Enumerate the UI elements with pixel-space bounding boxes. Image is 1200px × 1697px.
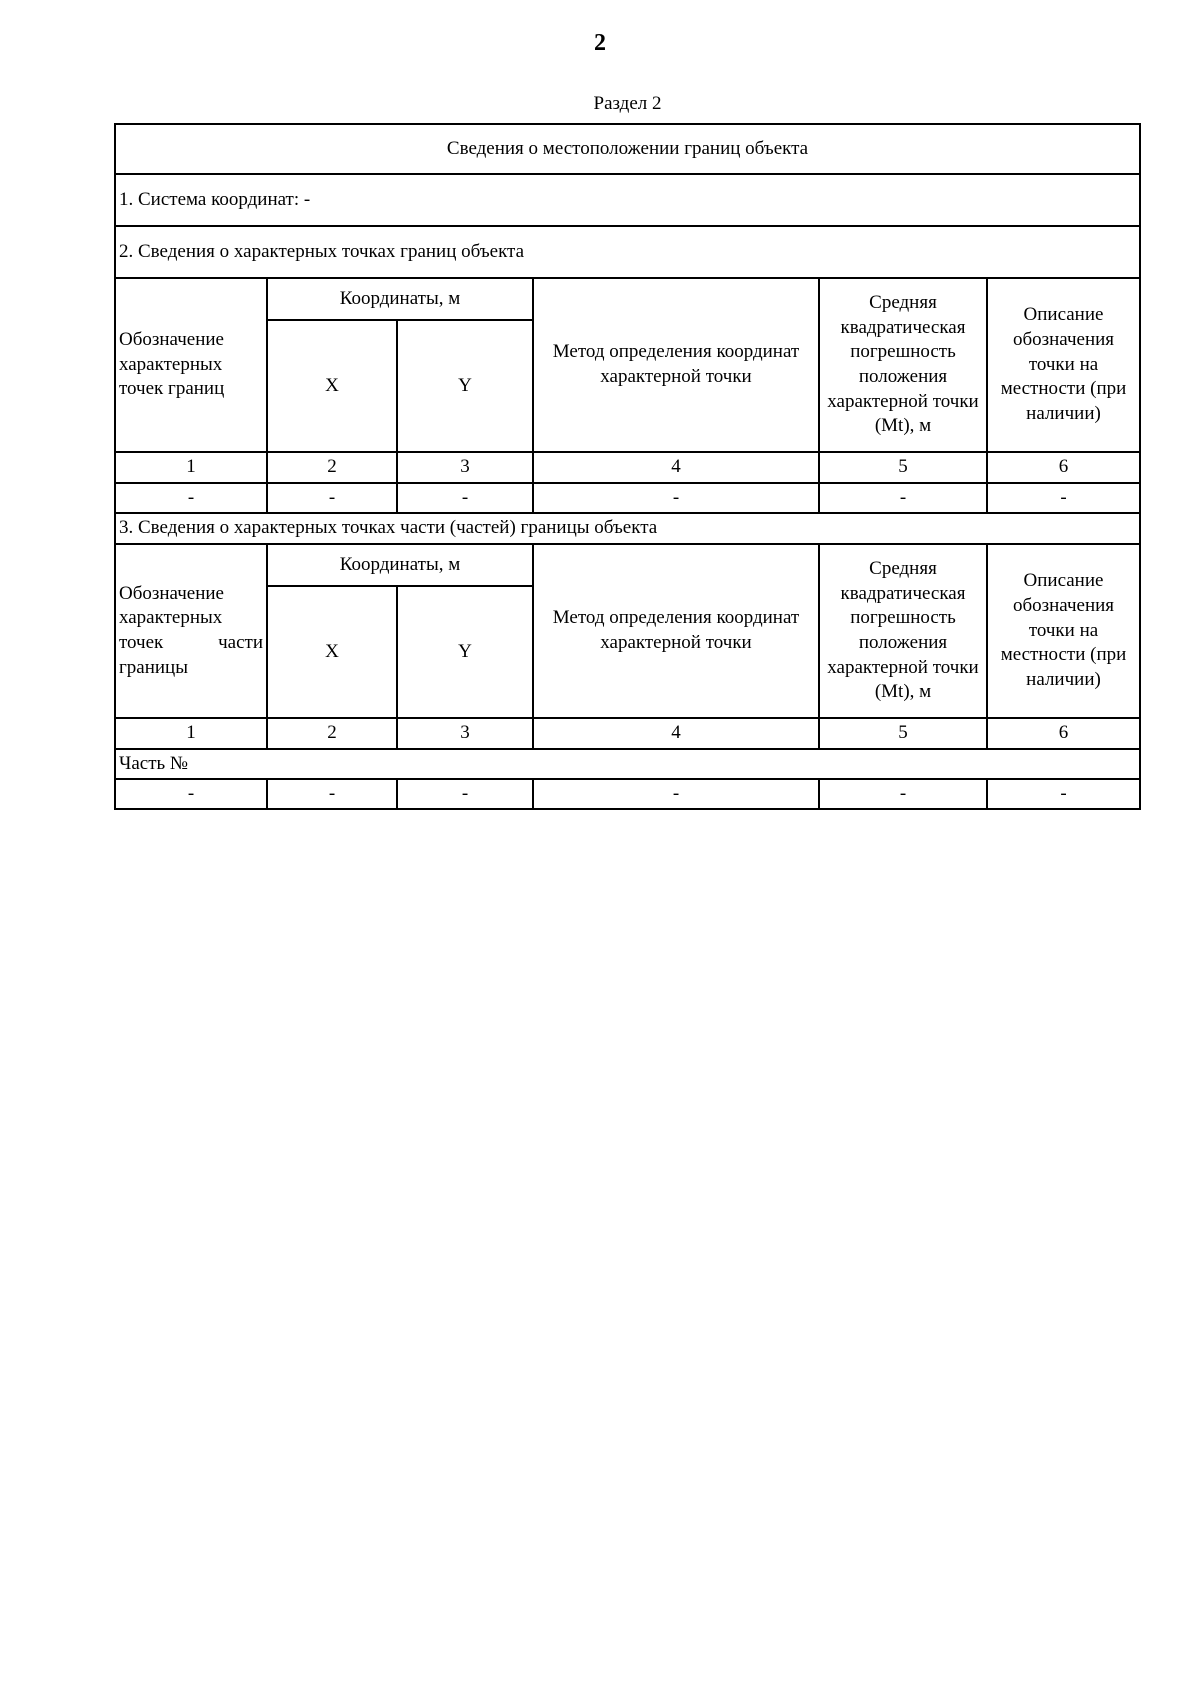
section3-col-number: 5 (819, 718, 987, 749)
section2-col-number: 4 (533, 452, 819, 483)
section3-designation-line: точек части (119, 632, 263, 653)
section2-title: 2. Сведения о характерных точках границ объекта (115, 226, 1140, 278)
section3-col-number: 2 (267, 718, 397, 749)
boundary-table (114, 123, 1141, 810)
coordinate-system: 1. Система координат: - (115, 174, 1140, 226)
section3-title-row (115, 513, 1140, 544)
section2-col-number: 1 (115, 452, 267, 483)
section2-header-description: Описание обозначения точки на местности (при наличии) (987, 278, 1140, 452)
section2-col-number: 5 (819, 452, 987, 483)
section3-cell: - (533, 779, 819, 809)
table-title-row (115, 124, 1140, 174)
section3-part-label: Часть № (115, 749, 1140, 779)
section3-col-number: 6 (987, 718, 1140, 749)
section2-col-number: 6 (987, 452, 1140, 483)
section2-cell: - (267, 483, 397, 513)
section2-cell: - (533, 483, 819, 513)
section3-col-number: 4 (533, 718, 819, 749)
section3-designation-line: границы (119, 656, 188, 678)
section2-cell: - (115, 483, 267, 513)
section3-cell: - (115, 779, 267, 809)
section3-title: 3. Сведения о характерных точках части (частей) границы объекта (115, 513, 1140, 544)
section3-cell: - (987, 779, 1140, 809)
section3-col-number: 3 (397, 718, 533, 749)
section2-cell: - (987, 483, 1140, 513)
section3-column-numbers-row (115, 718, 1140, 749)
section2-col-number: 2 (267, 452, 397, 483)
section3-header-description: Описание обозначения точки на местности (при наличии) (987, 544, 1140, 718)
table-title: Сведения о местоположении границ объекта (115, 124, 1140, 174)
section3-designation-line: характерных (119, 607, 223, 629)
section3-cell: - (819, 779, 987, 809)
section2-title-row (115, 226, 1140, 278)
section2-header-row (115, 278, 1140, 320)
page-number: 2 (594, 30, 606, 56)
section3-cell: - (267, 779, 397, 809)
section2-header-coordinates: Координаты, м (267, 278, 533, 320)
section3-header-coordinates: Координаты, м (267, 544, 533, 586)
section2-column-numbers-row (115, 452, 1140, 483)
section2-cell: - (819, 483, 987, 513)
table-row (115, 779, 1140, 809)
section3-part-row (115, 749, 1140, 779)
section3-header-error: Средняя квадратическая погрешность положения характерной точки (Mt), м (819, 544, 987, 718)
section3-header-row (115, 544, 1140, 586)
section2-header-error: Средняя квадратическая погрешность положения характерной точки (Mt), м (819, 278, 987, 452)
section3-header-y: Y (397, 586, 533, 718)
section2-header-x: X (267, 320, 397, 452)
section2-header-designation: Обозначение характерных точек границ (115, 278, 267, 452)
table-row (115, 483, 1140, 513)
section2-cell: - (397, 483, 533, 513)
section2-header-method: Метод определения координат характерной точки (533, 278, 819, 452)
section3-header-method: Метод определения координат характерной точки (533, 544, 819, 718)
section3-header-x: X (267, 586, 397, 718)
section2-header-y: Y (397, 320, 533, 452)
section3-header-designation (115, 544, 267, 718)
section3-col-number: 1 (115, 718, 267, 749)
coordinate-system-row (115, 174, 1140, 226)
section-label: Раздел 2 (593, 93, 662, 114)
section3-designation-line: Обозначение (119, 582, 224, 604)
section3-cell: - (397, 779, 533, 809)
section2-col-number: 3 (397, 452, 533, 483)
